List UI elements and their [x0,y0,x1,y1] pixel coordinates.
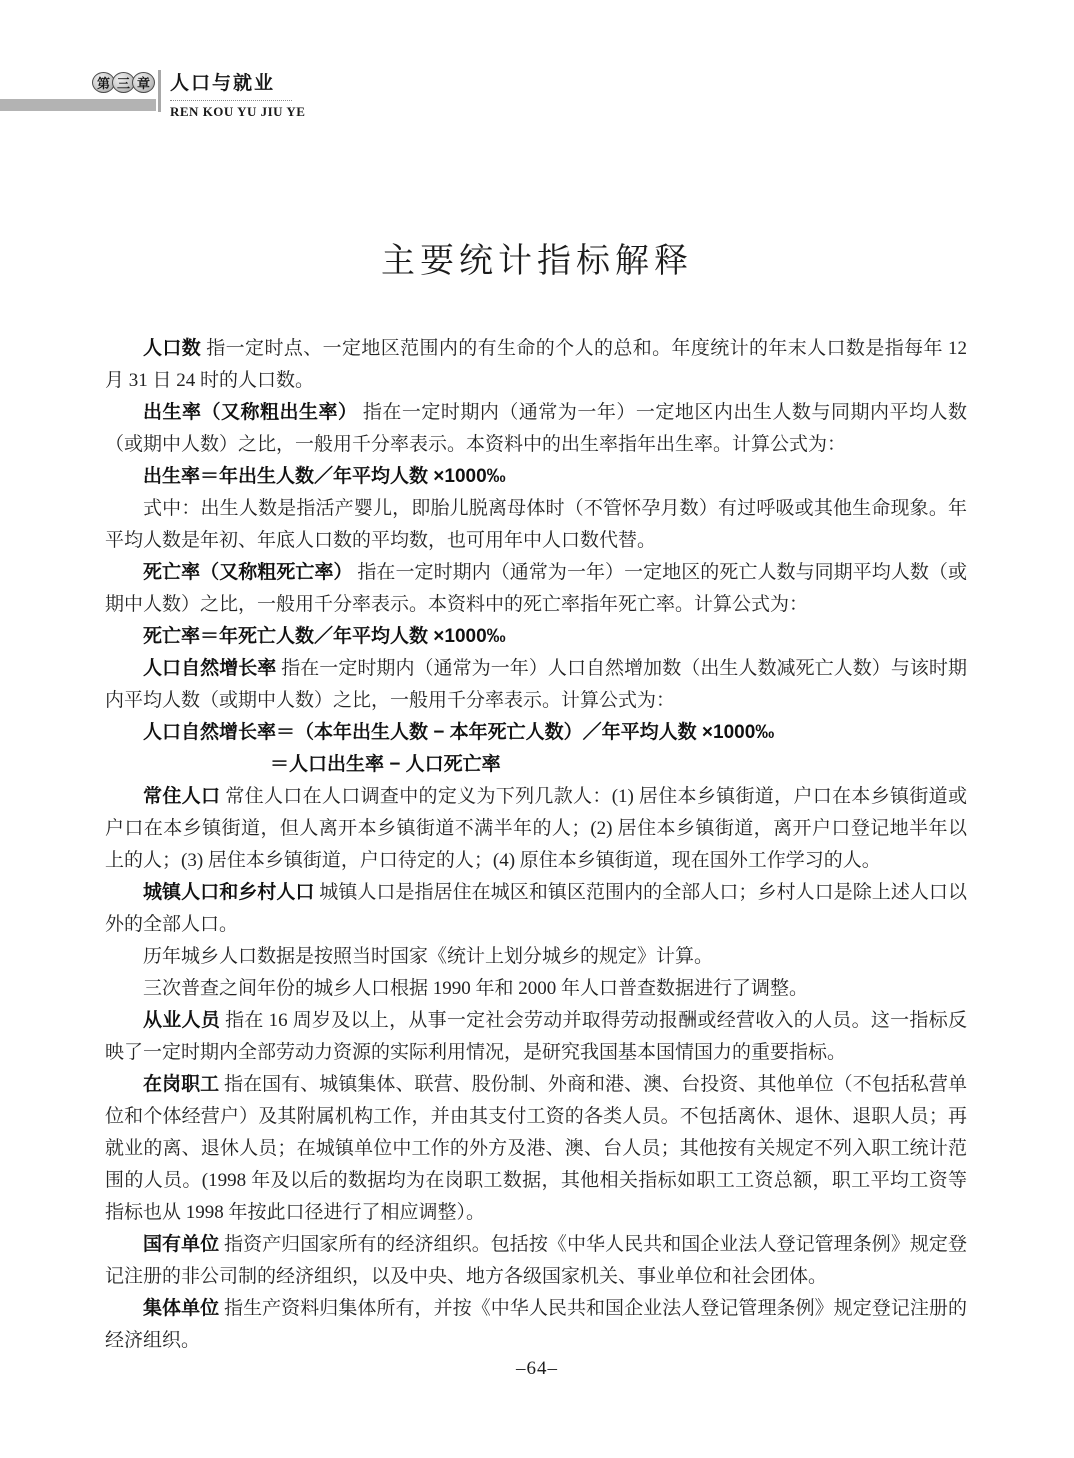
definition-term: 在岗职工 [143,1074,220,1095]
formula-line: 死亡率＝年死亡人数／年平均人数 ×1000‰ [143,626,506,647]
chapter-title: 人口与就业 [170,68,292,101]
paragraph: 从业人员 指在 16 周岁及以上，从事一定社会劳动并取得劳动报酬或经营收入的人员。这一指标反映了一定时期内全部劳动力资源的实际利用情况，是研究我国基本国情国力的重要指标。 [105,1010,967,1063]
page-number: –64– [516,1358,558,1379]
header-divider [158,70,161,112]
chapter-badge-char: 三 [112,72,135,93]
content [105,333,967,1357]
paragraph: 式中：出生人数是指活产婴儿，即胎儿脱离母体时（不管怀孕月数）有过呼吸或其他生命现象。年平均人数是年初、年底人口数的平均数，也可用年中人口数代替。 [105,498,967,551]
paragraph: 常住人口 常住人口在人口调查中的定义为下列几款人：(1) 居住本乡镇街道，户口在本乡镇街道或户口在本乡镇街道，但人离开本乡镇街道不满半年的人；(2) 居住本乡镇街道，离开户口登记地半年以上的人；(3) 居住本乡镇街道，户口待定的人；(4) 原住本乡镇街道，现在国外工作学习的人。 [105,786,967,871]
chapter-header [0,0,1074,150]
formula-line: 人口自然增长率＝（本年出生人数 − 本年死亡人数）／年平均人数 ×1000‰ [143,722,775,743]
paragraph: 在岗职工 指在国有、城镇集体、联营、股份制、外商和港、澳、台投资、其他单位（不包括私营单位和个体经营户）及其附属机构工作，并由其支付工资的各类人员。不包括离休、退休、退职人员；再就业的离、退休人员；在城镇单位中工作的外方及港、澳、台人员；其他按有关规定不列入职工统计范围的人员。(1998 年及以后的数据均为在岗职工数据，其他相关指标如职工工资总额，职工平均工资等指标也从 1998 年按此口径进行了相应调整）。 [105,1074,967,1223]
paragraph: 死亡率（又称粗死亡率） 指在一定时期内（通常为一年）一定地区的死亡人数与同期平均人数（或期中人数）之比，一般用千分率表示。本资料中的死亡率指年死亡率。计算公式为： [105,562,967,615]
definition-term: 城镇人口和乡村人口 [143,882,315,903]
definition-term: 出生率（又称粗出生率） [143,402,358,423]
page-title: 主要统计指标解释 [381,242,693,280]
chapter-pinyin: REN KOU YU JIU YE [170,104,306,119]
definition-term: 常住人口 [143,786,221,807]
definition-term: 人口数 [143,338,202,359]
paragraph: 集体单位 指生产资料归集体所有，并按《中华人民共和国企业法人登记管理条例》规定登记注册的经济组织。 [105,1298,967,1351]
definition-term: 国有单位 [143,1234,220,1255]
paragraph: 城镇人口和乡村人口 城镇人口是指居住在城区和镇区范围内的全部人口；乡村人口是除上述人口以外的全部人口。 [105,882,967,935]
paragraph: 历年城乡人口数据是按照当时国家《统计上划分城乡的规定》计算。 [143,946,714,967]
chapter-badge-char: 章 [132,72,155,93]
chapter-badge [92,72,152,93]
header-gray-bar [0,99,156,111]
paragraph: 出生率（又称粗出生率） 指在一定时期内（通常为一年）一定地区内出生人数与同期内平均人数（或期中人数）之比，一般用千分率表示。本资料中的出生率指年出生率。计算公式为： [105,402,967,455]
paragraph: 三次普查之间年份的城乡人口根据 1990 年和 2000 年人口普查数据进行了调整。 [143,978,809,999]
chapter-badge-char: 第 [92,72,115,93]
formula-line: ＝人口出生率 − 人口死亡率 [270,754,501,775]
definition-term: 死亡率（又称粗死亡率） [143,562,353,583]
formula-line: 出生率＝年出生人数／年平均人数 ×1000‰ [143,466,506,487]
definition-term: 集体单位 [143,1298,220,1319]
paragraph: 人口自然增长率 指在一定时期内（通常为一年）人口自然增加数（出生人数减死亡人数）与该时期内平均人数（或期中人数）之比，一般用千分率表示。计算公式为： [105,658,967,711]
paragraph: 人口数 指一定时点、一定地区范围内的有生命的个人的总和。年度统计的年末人口数是指每年 12 月 31 日 24 时的人口数。 [105,338,967,391]
paragraph: 国有单位 指资产归国家所有的经济组织。包括按《中华人民共和国企业法人登记管理条例》规定登记注册的非公司制的经济组织，以及中央、地方各级国家机关、事业单位和社会团体。 [105,1234,967,1287]
definition-term: 从业人员 [143,1010,221,1031]
chapter-title-block [170,68,305,120]
definition-term: 人口自然增长率 [143,658,277,679]
